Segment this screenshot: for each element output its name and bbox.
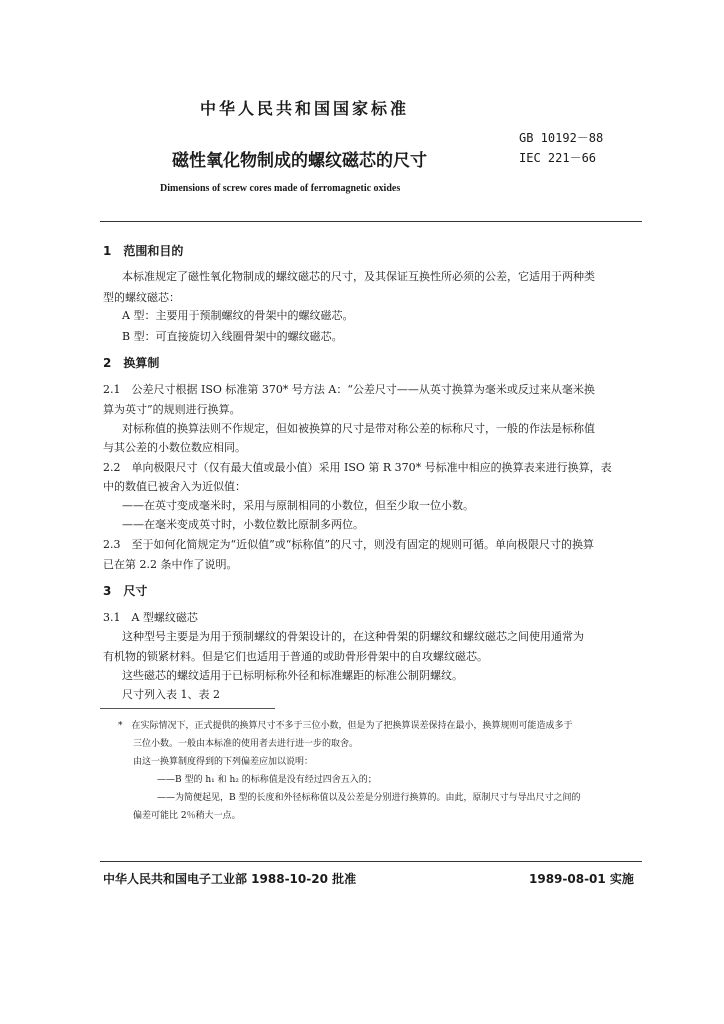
header-divider [100,221,642,222]
standard-codes [519,128,603,168]
clause-2-1b-line1: 对标称值的换算法则不作规定，但如被换算的尺寸是带对称公差的标称尺寸，一般的作法是标称值 [122,422,595,435]
approval-statement: 中华人民共和国电子工业部 1988-10-20 批准 [103,872,357,886]
clause-3-1-line1: 这种型号主要是为用于预制螺纹的骨架设计的，在这种骨架的阴螺纹和螺纹磁芯之间使用通常为 [122,630,584,643]
document-title-en: Dimensions of screw cores made of ferromagnetic oxides [160,183,401,194]
clause-2-2-line1: 2.2 单向极限尺寸（仅有最大值或最小值）采用 ISO 第 R 370* 号标准中相应的换算表来进行换算，表 [103,461,612,474]
clause-3-1-line3: 这些磁芯的螺纹适用于已标明标称外径和标准螺距的标准公制阴螺纹。 [122,669,463,682]
footnote-1-line1: * 在实际情况下，正式提供的换算尺寸不多于三位小数，但是为了把换算误差保持在最小，换算规则可能造成多于 [118,721,573,731]
section-1-paragraph-line1: 本标准规定了磁性氧化物制成的螺纹磁芯的尺寸，及其保证互换性所必须的公差，它适用于两种类 [122,270,595,283]
footnote-2-dash2-line2: 偏差可能比 2％稍大一点。 [133,811,241,821]
clause-2-3-line2: 已在第 2.2 条中作了说明。 [103,558,238,571]
footer-divider [100,861,642,862]
footnote-2-dash1: ——B 型的 h₁ 和 h₂ 的标称值是没有经过四舍五入的； [157,775,377,785]
effective-date: 1989-08-01 实施 [529,872,634,886]
footnote-1-line2: 三位小数。一般由本标准的使用者去进行进一步的取舍。 [133,739,359,749]
section-3-heading: 3 尺寸 [103,584,148,598]
gb-code: GB 10192－88 [519,131,604,145]
section-1-heading: 1 范围和目的 [103,244,184,258]
section-1-paragraph-line2: 型的螺纹磁芯： [103,291,180,304]
clause-2-1-line2: 算为英寸”的规则进行换算。 [103,403,241,416]
standard-header: 中华人民共和国国家标准 [200,99,410,118]
clause-2-3-line1: 2.3 至于如何化简规定为“近似值”或“标称值”的尺寸，则没有固定的规则可循。单向极限尺寸的换算 [103,538,594,551]
type-b-description: B 型：可直接旋切入线圈骨架中的螺纹磁芯。 [122,330,343,343]
clause-3-1-line2: 有机物的锁紧材料。但是它们也适用于普通的或助骨形骨架中的自攻螺纹磁芯。 [103,650,488,663]
clause-2-2-dash2: ——在毫米变成英寸时，小数位数比原制多两位。 [122,518,364,531]
document-title-cn: 磁性氧化物制成的螺纹磁芯的尺寸 [172,151,427,171]
footnote-divider [100,708,275,709]
footnote-2-dash2-line1: ——为简便起见，B 型的长度和外径标称值以及公差是分别进行换算的。由此，原制尺寸与导出尺寸之间的 [157,793,581,803]
footnote-2-line1: 由这一换算制度得到的下列偏差应加以说明： [133,757,314,767]
clause-2-1b-line2: 与其公差的小数位数应相同。 [103,441,246,454]
clause-3-1-heading: 3.1 A 型螺纹磁芯 [103,611,198,624]
clause-2-1-line1: 2.1 公差尺寸根据 ISO 标准第 370* 号方法 A：“公差尺寸——从英寸换算为毫米或反过来从毫米换 [103,383,595,396]
type-a-description: A 型：主要用于预制螺纹的骨架中的螺纹磁芯。 [122,309,354,322]
clause-2-2-dash1: ——在英寸变成毫米时，采用与原制相同的小数位，但至少取一位小数。 [122,499,474,512]
clause-3-1-line4: 尺寸列入表 1、表 2 [122,688,220,701]
iec-code: IEC 221－66 [519,151,597,165]
section-2-heading: 2 换算制 [103,356,160,370]
clause-2-2-line2: 中的数值已被舍入为近似值： [103,480,246,493]
